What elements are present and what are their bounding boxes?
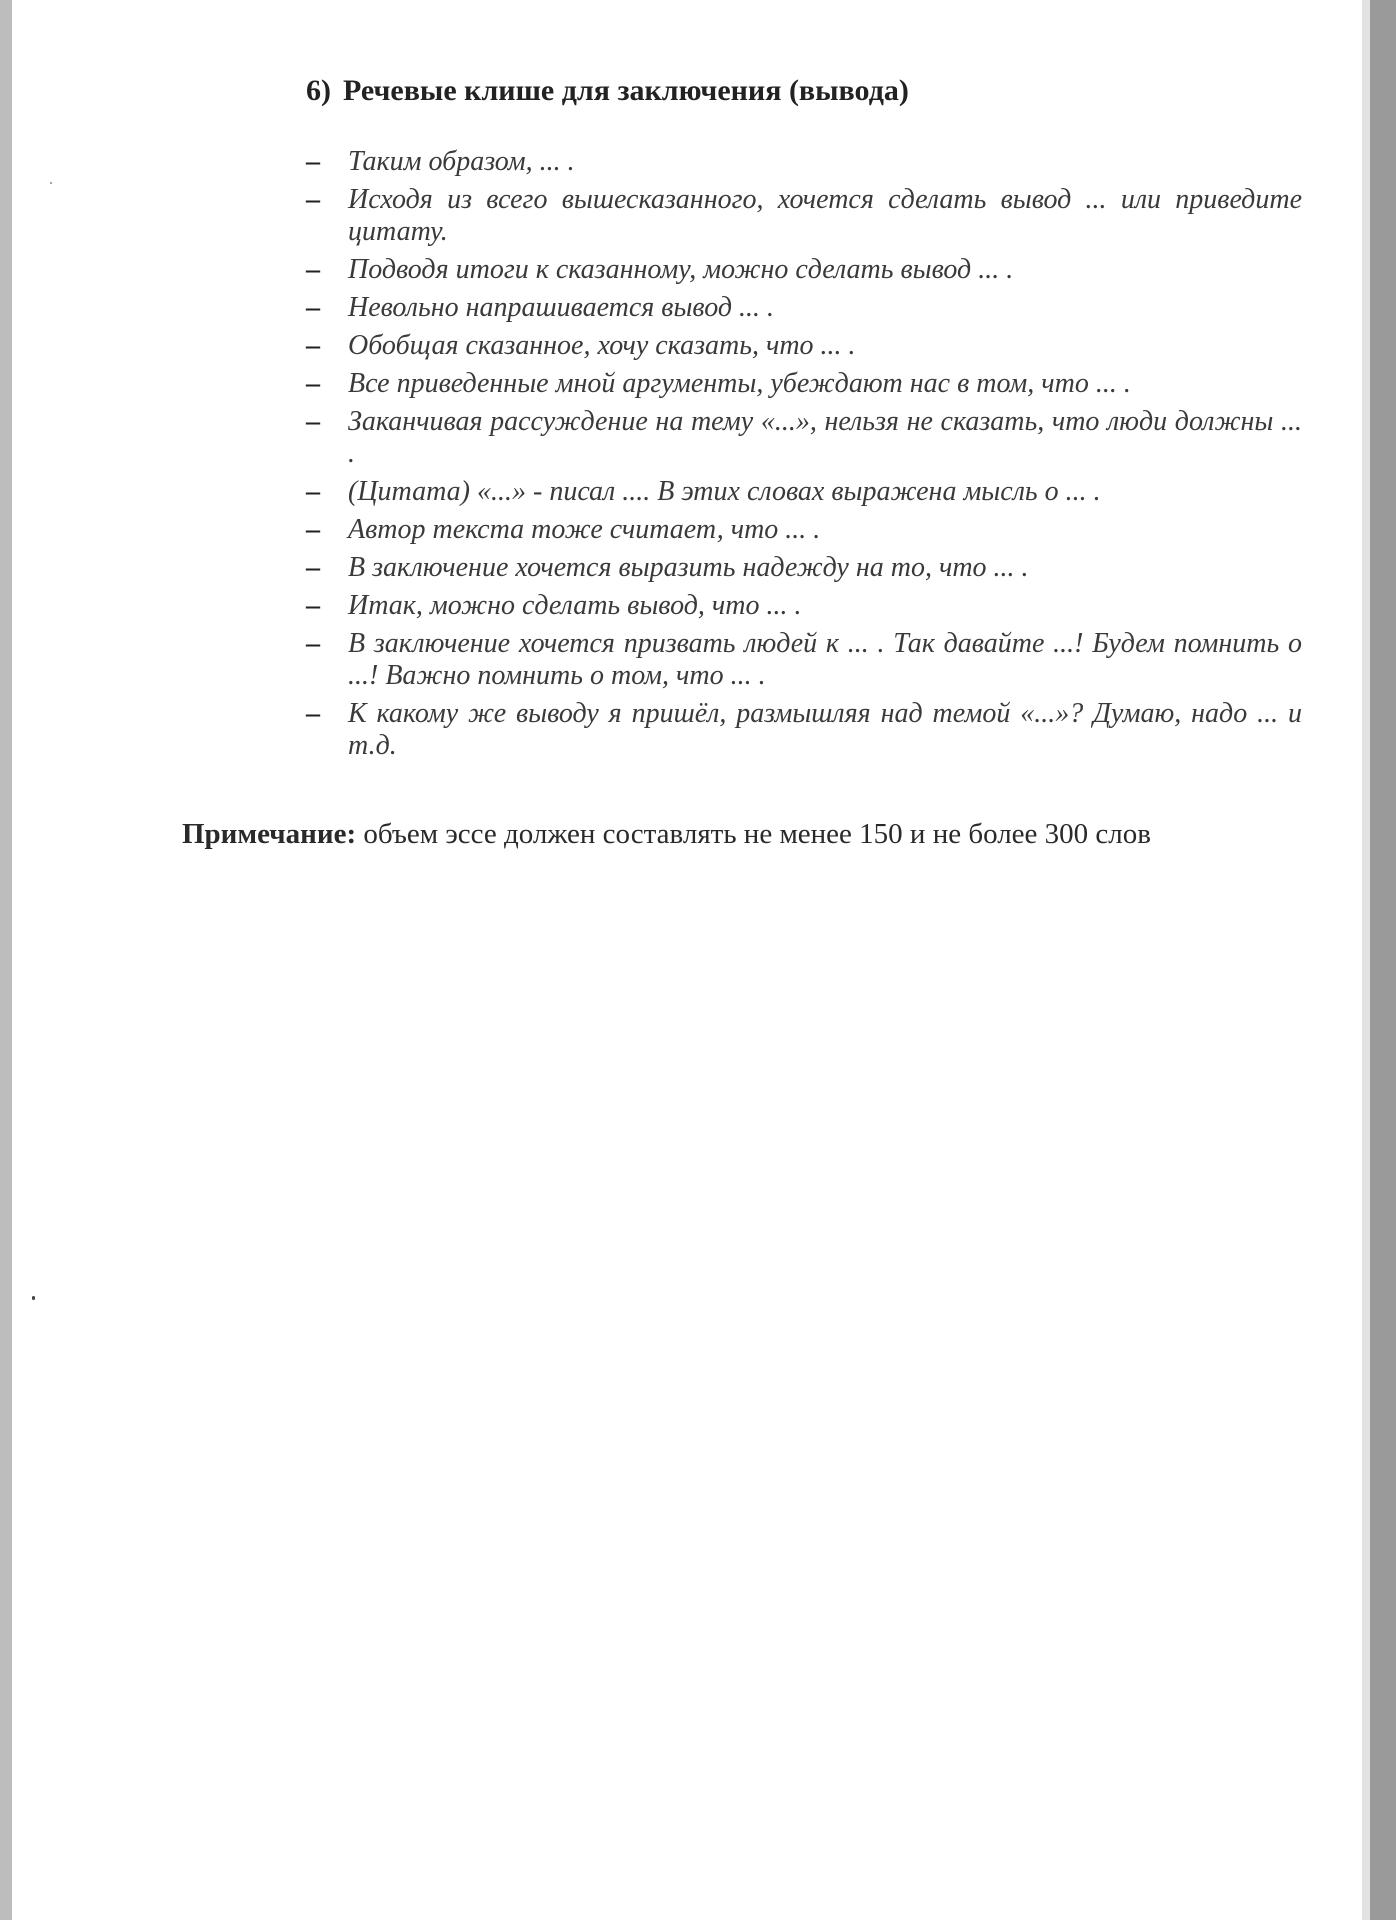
section-heading xyxy=(306,74,909,108)
phrase-text: Таким образом, ... . xyxy=(348,146,575,177)
dash-bullet: – xyxy=(306,292,320,323)
scan-speck xyxy=(32,1296,35,1300)
note-label: Примечание: xyxy=(182,818,357,850)
list-item xyxy=(306,628,1302,692)
phrase-text: Исходя из всего вышесказанного, хочется сделать вывод ... или приведите цитату. xyxy=(348,184,1302,247)
dash-bullet: – xyxy=(306,514,320,545)
list-item xyxy=(306,476,1302,508)
dash-bullet: – xyxy=(306,698,320,729)
phrase-text: Невольно напрашивается вывод ... . xyxy=(348,292,774,323)
list-item xyxy=(306,698,1302,762)
phrase-text: Автор текста тоже считает, что ... . xyxy=(348,514,821,545)
phrase-text: (Цитата) «...» - писал .... В этих словах выражена мысль о ... . xyxy=(348,476,1101,507)
dash-bullet: – xyxy=(306,330,320,361)
list-item xyxy=(306,514,1302,546)
list-item xyxy=(306,146,1302,178)
dash-bullet: – xyxy=(306,368,320,399)
scan-left-edge xyxy=(0,0,12,1920)
phrase-text: В заключение хочется призвать людей к ... . Так давайте ...! Будем помнить о ...! Важно помнить о том, что ... . xyxy=(348,628,1302,691)
dash-bullet: – xyxy=(306,184,320,215)
phrase-text: Заканчивая рассуждение на тему «...», нельзя не сказать, что люди должны ... . xyxy=(348,406,1302,469)
phrase-list xyxy=(306,146,1302,768)
section-number: 6) xyxy=(306,74,331,107)
dash-bullet: – xyxy=(306,476,320,507)
list-item xyxy=(306,292,1302,324)
dash-bullet: – xyxy=(306,628,320,659)
list-item xyxy=(306,330,1302,362)
scan-right-shadow xyxy=(1362,0,1370,1920)
phrase-text: В заключение хочется выразить надежду на то, что ... . xyxy=(348,552,1029,583)
note-paragraph xyxy=(182,818,1151,851)
list-item xyxy=(306,590,1302,622)
list-item xyxy=(306,254,1302,286)
list-item xyxy=(306,406,1302,470)
dash-bullet: – xyxy=(306,254,320,285)
dash-bullet: – xyxy=(306,146,320,177)
list-item xyxy=(306,552,1302,584)
dash-bullet: – xyxy=(306,590,320,621)
phrase-text: Итак, можно сделать вывод, что ... . xyxy=(348,590,802,621)
phrase-text: Обобщая сказанное, хочу сказать, что ... . xyxy=(348,330,856,361)
list-item xyxy=(306,368,1302,400)
scan-right-edge xyxy=(1370,0,1396,1920)
phrase-text: Все приведенные мной аргументы, убеждают нас в том, что ... . xyxy=(348,368,1131,399)
note-text: объем эссе должен составлять не менее 150 и не более 300 слов xyxy=(356,818,1151,850)
phrase-text: Подводя итоги к сказанному, можно сделать вывод ... . xyxy=(348,254,1014,285)
dash-bullet: – xyxy=(306,406,320,437)
scan-speck xyxy=(50,182,52,184)
phrase-text: К какому же выводу я пришёл, размышляя над темой «...»? Думаю, надо ... и т.д. xyxy=(348,698,1302,761)
list-item xyxy=(306,184,1302,248)
section-title: Речевые клише для заключения (вывода) xyxy=(343,74,909,107)
dash-bullet: – xyxy=(306,552,320,583)
